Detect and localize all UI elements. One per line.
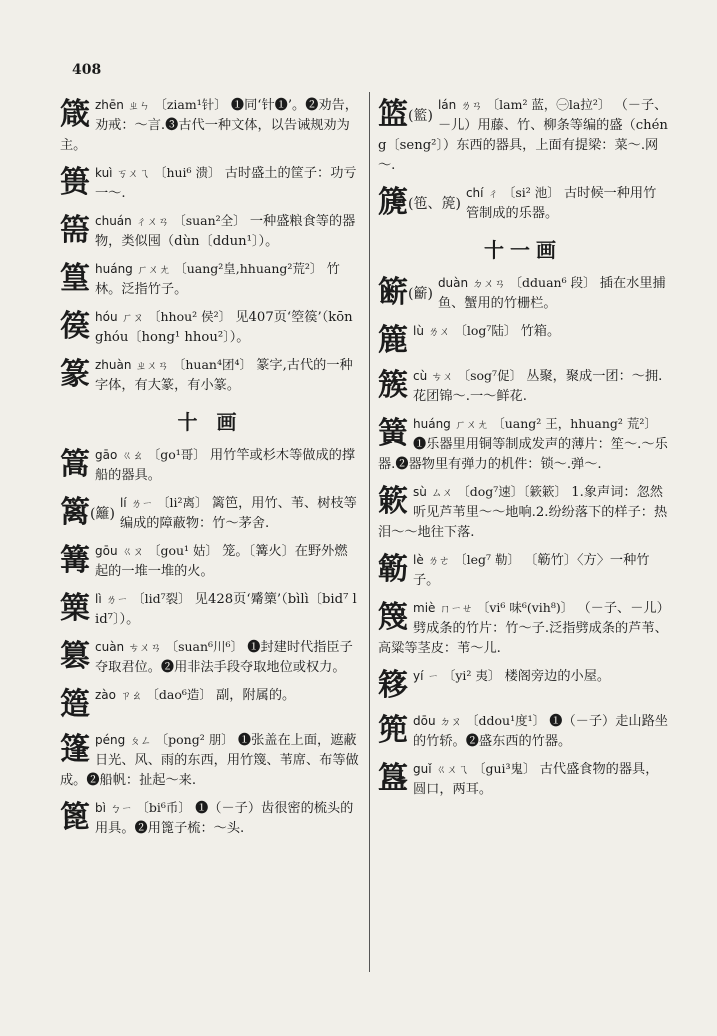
pinyin: kuì <box>95 166 113 180</box>
dictionary-entry <box>60 541 360 582</box>
zhuyin: ㄉㄡ <box>439 715 462 728</box>
dictionary-entry <box>378 482 668 543</box>
definition: ❶同‘针❶’。❷劝告，劝戒：～言.❸古代一种文体，以告诫规劝为主。 <box>60 98 358 153</box>
dictionary-entry <box>378 366 668 407</box>
zhuyin: ㄅㄧ <box>110 802 133 815</box>
definition: 丛聚，聚成一团：～拥.花团锦～.一～鲜花. <box>413 369 663 404</box>
definition: （－子、－儿）劈成条的竹片：竹～子.泛指劈成条的芦苇、高粱等茎皮：苇～儿. <box>378 601 668 656</box>
pinyin: sù <box>413 485 427 499</box>
pinyin: yí <box>413 669 424 683</box>
pinyin: duàn <box>437 276 469 290</box>
definition: ❶（－子）齿很密的梳头的用具。❷用篦子梳：～头. <box>95 801 354 836</box>
headword-character: 篾 <box>378 600 408 635</box>
dictionary-entry <box>60 307 360 348</box>
cantonese-reading: 〔uang²皇,hhuang²荒²〕 <box>174 261 323 276</box>
pinyin: lí <box>119 496 127 510</box>
cantonese-reading: 〔go¹哥〕 <box>147 447 206 462</box>
headword-character: 篮 <box>378 97 408 132</box>
headword-character: 篱 <box>60 495 90 530</box>
dictionary-entry <box>378 711 668 752</box>
zhuyin: ㄌㄧ <box>130 497 153 510</box>
cantonese-reading: 〔huan⁴团⁴〕 <box>172 357 253 372</box>
headword-character: 篌 <box>60 309 90 344</box>
pinyin: lì <box>95 592 102 606</box>
zhuyin: ㄘㄨㄢ <box>128 641 162 654</box>
headword <box>60 165 90 201</box>
page-number: 408 <box>72 62 102 78</box>
cantonese-reading: 〔log⁷陆〕 <box>454 323 517 338</box>
headword <box>378 552 408 588</box>
pinyin: zhuàn <box>95 358 132 372</box>
pinyin: miè <box>413 601 436 615</box>
definition: ❶封建时代指臣子夺取君位。❷用非法手段夺取地位或权力。 <box>95 640 353 675</box>
definition: 古时盛土的筐子：功亏一～. <box>95 166 357 201</box>
headword <box>60 213 90 249</box>
zhuyin: ㄍㄨㄟ <box>435 763 469 776</box>
cantonese-reading: 〔leg⁷ 勒〕 <box>454 552 521 567</box>
definition: 竹林。泛指竹子。 <box>95 262 340 297</box>
zhuyin: ㄏㄨㄤ <box>137 263 170 276</box>
headword <box>378 368 408 404</box>
dictionary-entry <box>378 321 668 359</box>
pinyin: dōu <box>413 714 436 728</box>
cantonese-reading: 〔dduan⁶ 段〕 <box>509 275 596 290</box>
headword <box>60 543 90 579</box>
dictionary-entry <box>60 445 360 486</box>
cantonese-reading: 〔li²离〕 <box>157 495 208 510</box>
zhuyin: ㄌㄢ <box>460 99 483 112</box>
zhuyin: ㄆㄥ <box>129 734 152 747</box>
pinyin: huáng <box>413 417 451 431</box>
dictionary-entry <box>378 598 668 659</box>
zhuyin: ㄍㄠ <box>121 449 144 462</box>
headword-character: 簌 <box>378 484 408 519</box>
dictionary-entry <box>60 798 360 839</box>
pinyin: zào <box>95 688 116 702</box>
headword-character: 篙 <box>60 447 90 482</box>
headword <box>60 591 90 627</box>
cantonese-reading: 〔pong² 朋〕 <box>155 732 234 747</box>
entry-list <box>378 273 668 800</box>
pinyin: cuàn <box>95 640 125 654</box>
zhuyin: ㄌㄧ <box>105 593 128 606</box>
pinyin: hóu <box>95 310 118 324</box>
headword-character: 簃 <box>378 668 408 703</box>
headword-character: 簉 <box>60 687 90 722</box>
cantonese-reading: 〔bi⁶币〕 <box>136 800 191 815</box>
definition: 〔簕竹〕〈方〉一种竹子。 <box>413 553 650 588</box>
cantonese-reading: 〔ziam¹针〕 <box>154 97 227 112</box>
definition: 一种盛粮食等的器物，类似囤（dùn〔ddun¹〕）。 <box>95 214 356 249</box>
headword <box>378 668 408 704</box>
headword <box>378 484 408 520</box>
pinyin: zhēn <box>95 98 124 112</box>
zhuyin: ㄔ <box>487 187 499 200</box>
dictionary-entry <box>60 95 360 156</box>
zhuyin: ㄇㄧㄝ <box>439 602 473 615</box>
headword-character: 箴 <box>60 97 90 132</box>
cantonese-reading: 〔lam² 蓝，㊀la拉²〕 <box>486 97 611 112</box>
headword-character: 篝 <box>60 543 90 578</box>
dictionary-entry <box>60 685 360 723</box>
pinyin: chí <box>465 186 484 200</box>
headword <box>60 357 90 393</box>
headword-character: 篪 <box>378 185 408 220</box>
cantonese-reading: 〔lid⁷裂〕 <box>132 591 191 606</box>
headword <box>60 687 90 723</box>
headword <box>378 416 408 452</box>
dictionary-entry <box>378 666 668 704</box>
variant-forms: (籪) <box>408 286 433 302</box>
section-heading-eleven-strokes: 十一画 <box>484 238 562 262</box>
pinyin: cù <box>413 369 428 383</box>
dictionary-entry <box>378 759 668 800</box>
definition: 见428页‘觱篥’（bìlì〔bid⁷ lid⁷〕）。 <box>95 592 357 627</box>
cantonese-reading: 〔gou¹ 姑〕 <box>147 543 219 558</box>
definition: 用竹竿或杉木等做成的撑船的器具。 <box>95 448 356 483</box>
headword-character: 篡 <box>60 639 90 674</box>
headword <box>378 97 433 134</box>
zhuyin: ㄌㄨ <box>428 325 451 338</box>
headword-character: 簕 <box>378 552 408 587</box>
dictionary-entry <box>60 730 360 791</box>
zhuyin: ㄍㄡ <box>121 545 144 558</box>
headword-character: 簇 <box>378 368 408 403</box>
headword-character: 簋 <box>378 761 408 796</box>
dictionary-entry <box>60 163 360 204</box>
pinyin: huáng <box>95 262 133 276</box>
zhuyin: ㄌㄜ <box>427 554 450 567</box>
dictionary-entry <box>60 211 360 252</box>
headword-character: 簏 <box>378 323 408 358</box>
definition: 笼。〔篝火〕在野外燃起的一堆一堆的火。 <box>95 544 348 579</box>
right-column <box>378 95 668 807</box>
dictionary-entry <box>60 637 360 678</box>
variant-forms: (籃) <box>408 108 433 124</box>
headword <box>378 761 408 797</box>
cantonese-reading: 〔dao⁶造〕 <box>146 687 212 702</box>
section-heading-ten-strokes: 十 画 <box>177 410 243 434</box>
dictionary-entry <box>378 414 668 475</box>
dictionary-entry <box>378 273 668 314</box>
definition: 篆字,古代的一种字体，有大篆，有小篆。 <box>95 358 353 393</box>
definition: 楼阁旁边的小屋。 <box>504 669 611 684</box>
entry-list <box>378 95 668 224</box>
definition: 1.象声词：忽然听见芦苇里～～地响.2.纷纷落下的样子：热泪～～地往下落. <box>378 485 668 540</box>
headword <box>60 447 90 483</box>
cantonese-reading: 〔sog⁷促〕 <box>457 368 523 383</box>
entry-list <box>60 95 360 396</box>
definition: 篱笆，用竹、苇、树枝等编成的障蔽物：竹～茅舍. <box>119 496 357 531</box>
definition: 竹箱。 <box>520 324 561 339</box>
zhuyin: ㄏㄨㄤ <box>455 418 488 431</box>
cantonese-reading: 〔ddou¹度¹〕 <box>465 713 546 728</box>
headword <box>378 275 433 312</box>
headword <box>60 97 90 133</box>
headword <box>60 639 90 675</box>
zhuyin: ㄔㄨㄢ <box>135 215 169 228</box>
variant-forms: (籬) <box>90 506 115 522</box>
definition: 见407页‘箜篌’（kōnghóu〔hong¹ hhou²〕）。 <box>95 310 353 345</box>
zhuyin: ㄧ <box>427 670 439 683</box>
headword-character: 篅 <box>60 213 90 248</box>
headword-character: 篼 <box>378 713 408 748</box>
definition: ❶乐器里用铜等制成发声的薄片：笙～.～乐器.❷器物里有弹力的机件：锁～.弹～. <box>378 437 668 472</box>
headword <box>60 800 90 836</box>
headword-character: 篦 <box>60 800 90 835</box>
cantonese-reading: 〔dog⁷速〕〔簌簌〕 <box>457 484 568 499</box>
headword-character: 篥 <box>60 591 90 626</box>
entry-list <box>60 445 360 839</box>
cantonese-reading: 〔hui⁶ 溃〕 <box>153 165 221 180</box>
definition: （－子、－儿）用藤、竹、柳条等编的盛（chéng〔seng²〕）东西的器具，上面有提梁：菜～.网～. <box>378 98 668 173</box>
cantonese-reading: 〔uang² 王，hhuang² 荒²〕 <box>492 416 657 431</box>
headword-character: 篑 <box>60 165 90 200</box>
cantonese-reading: 〔yi² 夷〕 <box>442 668 501 683</box>
pinyin: péng <box>95 733 126 747</box>
definition: 副，附属的。 <box>216 688 296 703</box>
zhuyin: ㄓㄣ <box>128 99 151 112</box>
headword <box>60 495 115 532</box>
dictionary-entry <box>60 355 360 396</box>
dictionary-entry <box>60 589 360 630</box>
pinyin: gōu <box>95 544 118 558</box>
zhuyin: ㄉㄨㄢ <box>472 277 506 290</box>
dictionary-entry <box>60 493 360 534</box>
definition: ❶（－子）走山路坐的竹轿。❷盛东西的竹器。 <box>413 714 668 749</box>
variant-forms: (竾、箎) <box>408 196 461 212</box>
pinyin: guǐ <box>413 762 432 776</box>
pinyin: lù <box>413 324 424 338</box>
dictionary-entry <box>378 550 668 591</box>
zhuyin: ㄗㄠ <box>120 689 143 702</box>
pinyin: gāo <box>95 448 118 462</box>
cantonese-reading: 〔gui³鬼〕 <box>472 761 536 776</box>
definition: 古代盛食物的器具，圆口，两耳。 <box>413 762 659 797</box>
cantonese-reading: 〔hhou² 侯²〕 <box>147 309 232 324</box>
column-divider <box>369 92 370 972</box>
zhuyin: ㄙㄨ <box>431 486 454 499</box>
cantonese-reading: 〔si² 池〕 <box>502 185 560 200</box>
cantonese-reading: 〔suan⁶川⁶〕 <box>165 639 244 654</box>
headword <box>60 732 90 768</box>
headword <box>60 261 90 297</box>
dictionary-entry <box>378 95 668 176</box>
dictionary-entry <box>60 259 360 300</box>
zhuyin: ㄘㄨ <box>431 370 454 383</box>
definition: ❶张盖在上面，遮蔽日光、风、雨的东西，用竹篾、苇席、布等做成。❷船帆：扯起～来. <box>60 733 359 788</box>
zhuyin: ㄓㄨㄢ <box>135 359 169 372</box>
headword <box>378 713 408 749</box>
headword-character: 篷 <box>60 732 90 767</box>
headword-character: 篆 <box>60 357 90 392</box>
headword-character: 簖 <box>378 275 408 310</box>
headword <box>378 600 408 636</box>
cantonese-reading: 〔vi⁶ 味⁶(vih⁸)〕 <box>476 600 574 615</box>
zhuyin: ㄎㄨㄟ <box>116 167 150 180</box>
pinyin: lán <box>437 98 457 112</box>
definition: 古时候一种用竹管制成的乐器。 <box>465 186 657 221</box>
zhuyin: ㄏㄡ <box>121 311 144 324</box>
pinyin: lè <box>413 553 424 567</box>
headword <box>378 185 461 222</box>
headword-character: 簧 <box>378 416 408 451</box>
pinyin: chuán <box>95 214 132 228</box>
pinyin: bì <box>95 801 106 815</box>
dictionary-entry <box>378 183 668 224</box>
headword-character: 篁 <box>60 261 90 296</box>
definition: 插在水里捕鱼、蟹用的竹栅栏。 <box>437 276 666 311</box>
headword <box>60 309 90 345</box>
left-column <box>60 95 360 846</box>
headword <box>378 323 408 359</box>
cantonese-reading: 〔suan²全〕 <box>173 213 246 228</box>
